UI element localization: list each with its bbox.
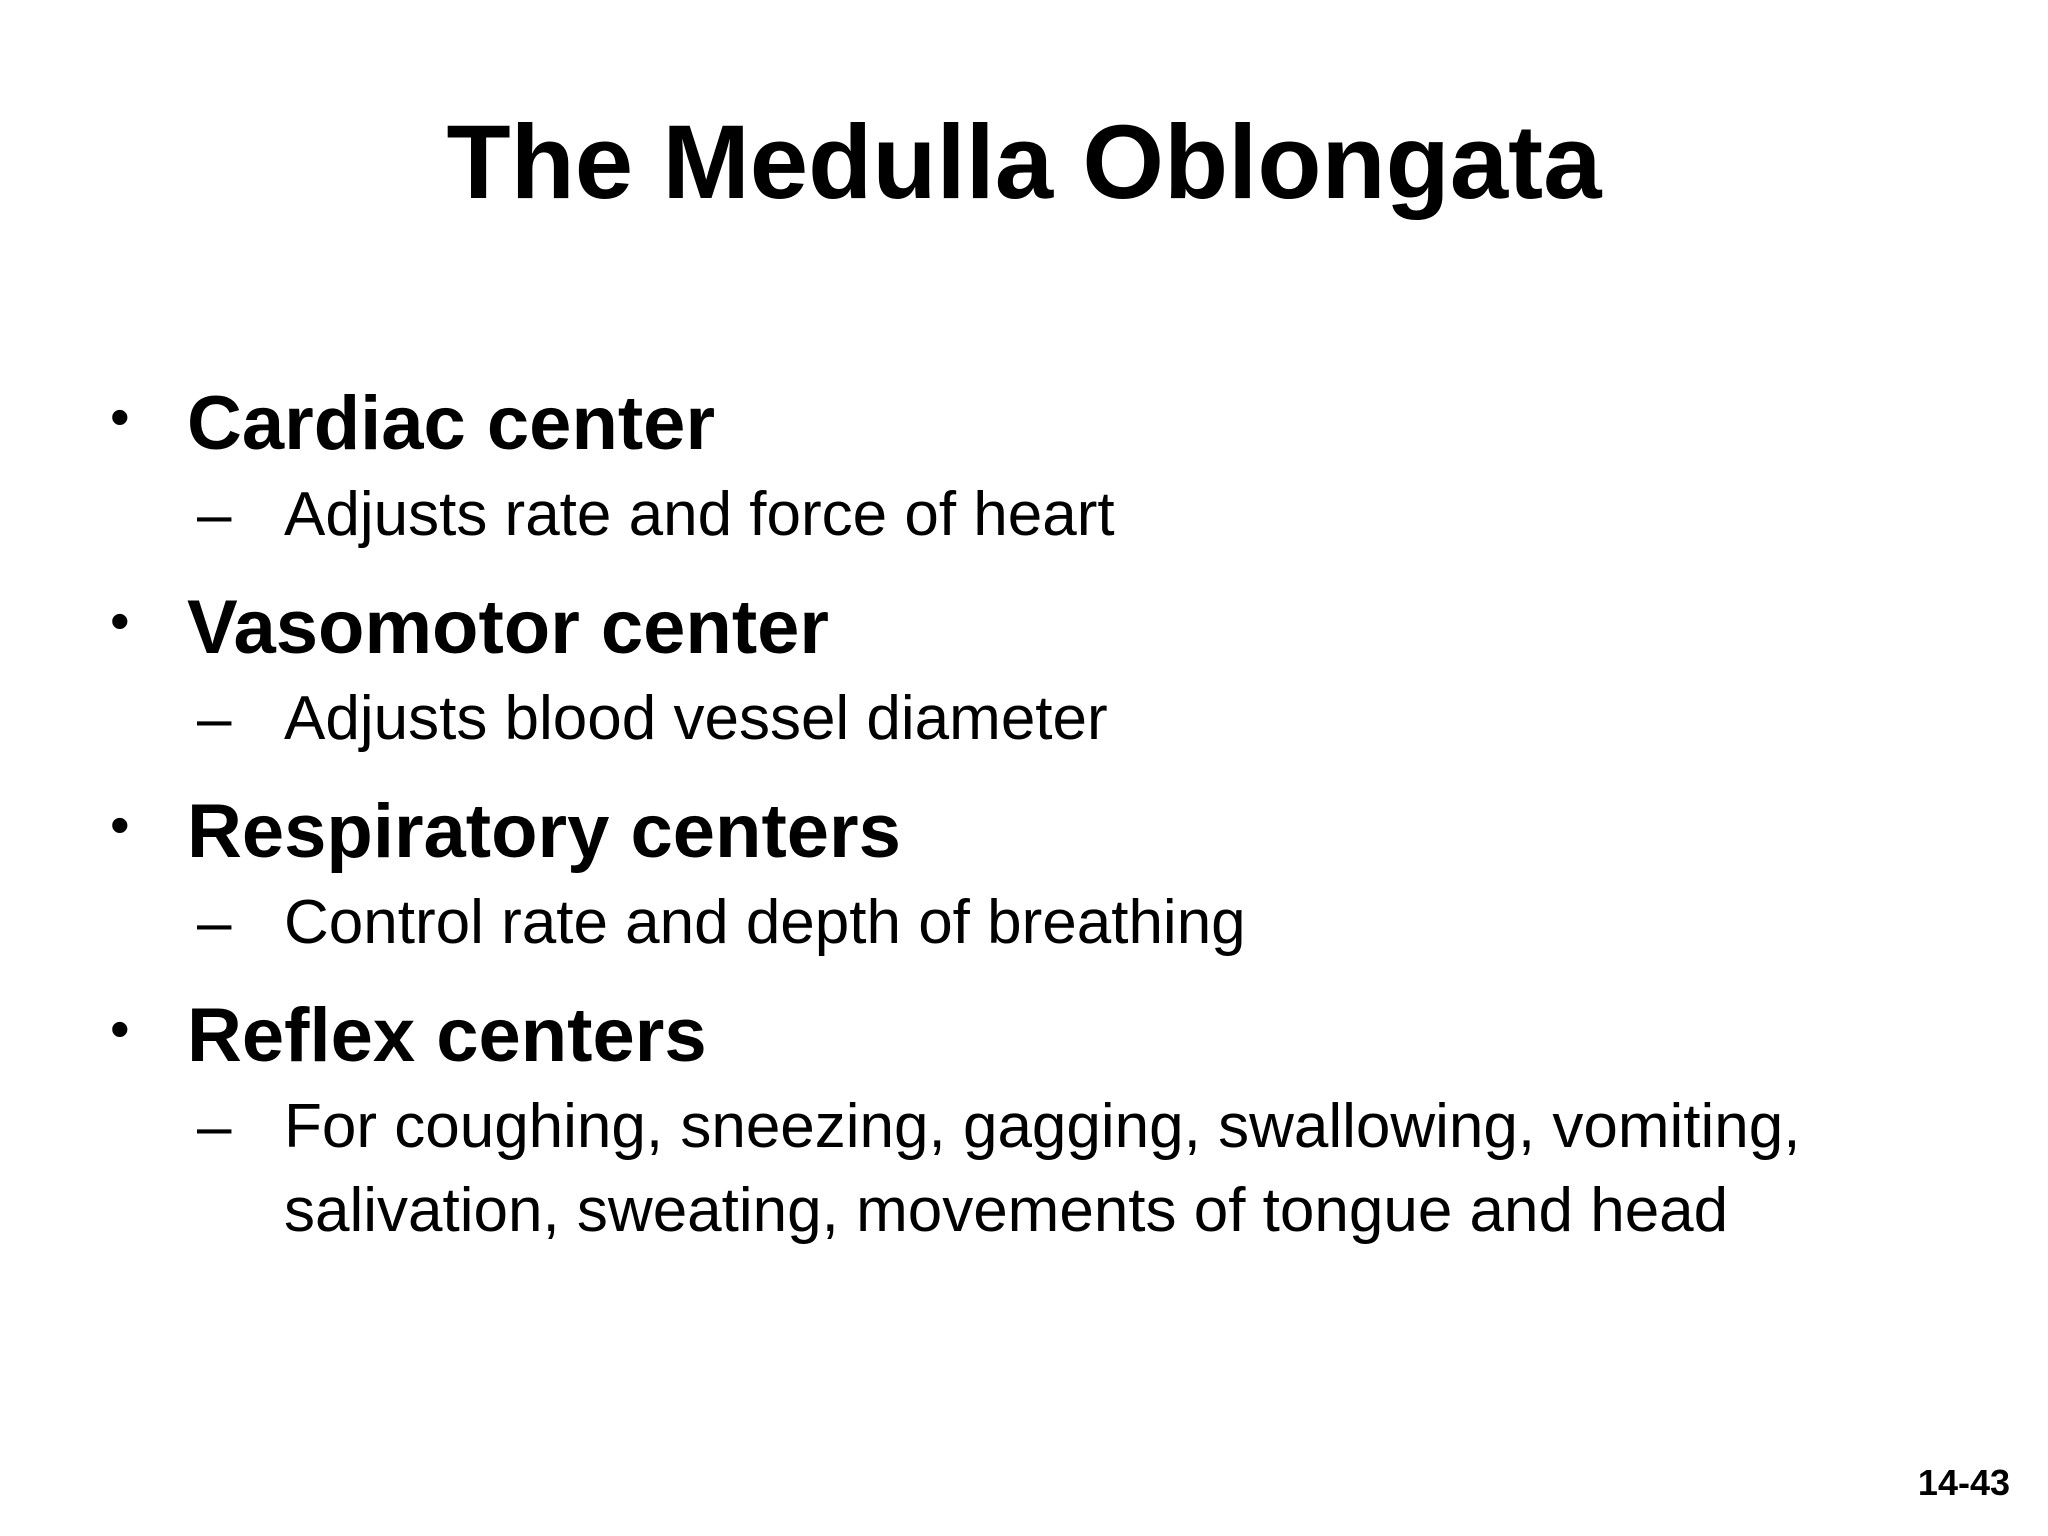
bullet-dot-icon: • <box>110 385 130 448</box>
bullet-item <box>110 783 2010 965</box>
sub-list <box>187 677 2010 761</box>
sub-list <box>187 1085 2010 1253</box>
bullet-dot-icon: • <box>110 589 130 652</box>
sub-item-text: Control rate and depth of breathing <box>284 888 1246 957</box>
dash-icon: – <box>197 684 232 753</box>
dash-icon: – <box>197 888 232 957</box>
bullet-heading: Cardiac center <box>187 381 716 466</box>
page-number: 14-43 <box>1917 1462 2010 1503</box>
sub-list <box>187 473 2010 557</box>
bullet-list <box>110 375 2010 1275</box>
bullet-dot-icon: • <box>110 997 130 1060</box>
bullet-heading: Vasomotor center <box>187 585 829 670</box>
sub-item <box>197 677 2010 761</box>
sub-list <box>187 881 2010 965</box>
bullet-item <box>110 579 2010 761</box>
sub-item <box>197 1085 2010 1253</box>
dash-icon: – <box>197 480 232 549</box>
sub-item-text: For coughing, sneezing, gagging, swallowing, vomiting, salivation, sweating, movements of tongue and head <box>284 1092 1801 1245</box>
bullet-heading: Reflex centers <box>187 993 707 1078</box>
bullet-heading: Respiratory centers <box>187 789 901 874</box>
sub-item <box>197 881 2010 965</box>
slide-title: The Medulla Oblongata <box>446 104 1602 221</box>
bullet-item <box>110 987 2010 1253</box>
bullet-dot-icon: • <box>110 793 130 856</box>
sub-item-text: Adjusts blood vessel diameter <box>284 684 1108 753</box>
bullet-item <box>110 375 2010 557</box>
dash-icon: – <box>197 1092 232 1161</box>
sub-item <box>197 473 2010 557</box>
sub-item-text: Adjusts rate and force of heart <box>284 480 1115 549</box>
